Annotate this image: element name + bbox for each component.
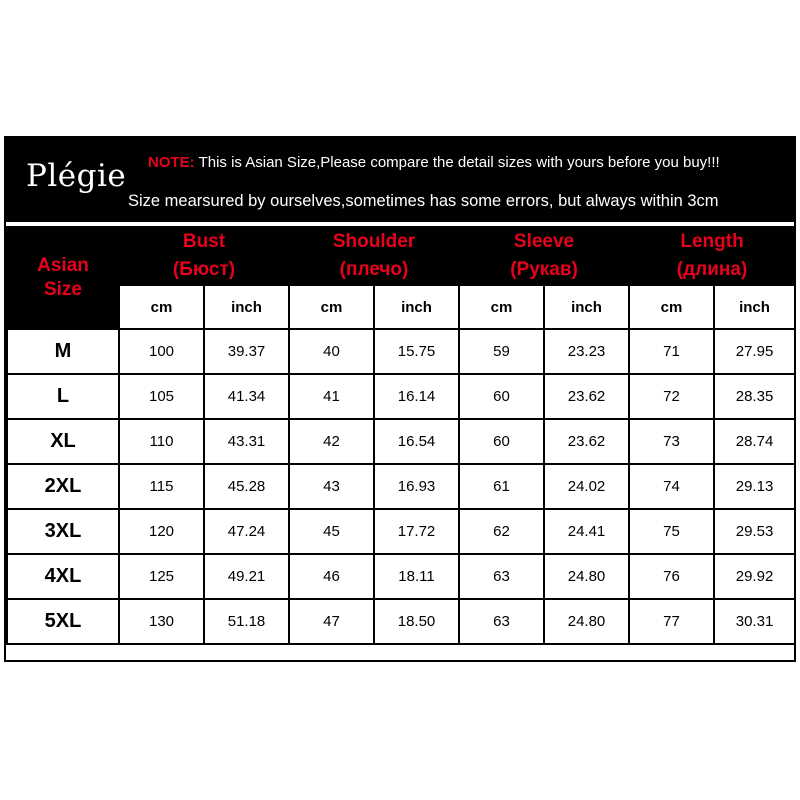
table-cell: 24.80	[544, 599, 629, 644]
group-name-ru: (Рукав)	[510, 259, 578, 280]
table-row	[7, 374, 795, 419]
size-label: 4XL	[7, 554, 119, 599]
table-cell: 45	[289, 509, 374, 554]
group-header-shoulder	[289, 227, 459, 285]
table-cell: 75	[629, 509, 714, 554]
size-note	[148, 154, 720, 171]
table-cell: 51.18	[204, 599, 289, 644]
table-cell: 71	[629, 329, 714, 374]
size-column-header	[7, 227, 119, 329]
table-cell: 24.80	[544, 554, 629, 599]
table-cell: 76	[629, 554, 714, 599]
table-cell: 30.31	[714, 599, 795, 644]
group-name: Bust	[182, 231, 226, 252]
table-cell: 23.62	[544, 374, 629, 419]
table-cell: 43.31	[204, 419, 289, 464]
table-cell: 45.28	[204, 464, 289, 509]
table-cell: 24.02	[544, 464, 629, 509]
table-cell: 47.24	[204, 509, 289, 554]
size-label: M	[7, 329, 119, 374]
size-label: 3XL	[7, 509, 119, 554]
table-cell: 60	[459, 374, 544, 419]
table-cell: 72	[629, 374, 714, 419]
size-label: 2XL	[7, 464, 119, 509]
table-cell: 61	[459, 464, 544, 509]
unit-cm: cm	[119, 285, 204, 329]
table-cell: 42	[289, 419, 374, 464]
table-cell: 125	[119, 554, 204, 599]
table-cell: 77	[629, 599, 714, 644]
table-cell: 27.95	[714, 329, 795, 374]
table-cell: 23.62	[544, 419, 629, 464]
group-name: Length	[680, 231, 744, 252]
table-cell: 100	[119, 329, 204, 374]
unit-cm: cm	[289, 285, 374, 329]
table-row	[7, 329, 795, 374]
table-cell: 41	[289, 374, 374, 419]
table-row	[7, 554, 795, 599]
table-cell: 73	[629, 419, 714, 464]
unit-inch: inch	[544, 285, 629, 329]
group-header-bust	[119, 227, 289, 285]
table-cell: 74	[629, 464, 714, 509]
table-cell: 16.54	[374, 419, 459, 464]
unit-cm: cm	[629, 285, 714, 329]
measurement-note: Size mearsured by ourselves,sometimes has some errors, but always within 3cm	[128, 192, 719, 210]
table-cell: 110	[119, 419, 204, 464]
group-name: Sleeve	[513, 231, 575, 252]
table-cell: 47	[289, 599, 374, 644]
table-row	[7, 599, 795, 644]
table-cell: 62	[459, 509, 544, 554]
size-header-line2: Size	[43, 279, 83, 300]
table-cell: 17.72	[374, 509, 459, 554]
table-cell: 60	[459, 419, 544, 464]
table-cell: 29.53	[714, 509, 795, 554]
table-cell: 29.13	[714, 464, 795, 509]
note-label: NOTE:	[148, 154, 195, 171]
group-header-row	[7, 227, 795, 285]
group-name-ru: (длина)	[676, 259, 748, 280]
table-cell: 46	[289, 554, 374, 599]
size-label: XL	[7, 419, 119, 464]
size-label: 5XL	[7, 599, 119, 644]
table-cell: 16.93	[374, 464, 459, 509]
size-chart	[4, 136, 796, 662]
table-cell: 18.50	[374, 599, 459, 644]
table-cell: 28.35	[714, 374, 795, 419]
table-cell: 63	[459, 554, 544, 599]
group-name-ru: (плечо)	[339, 259, 409, 280]
size-table	[6, 226, 796, 645]
group-header-sleeve	[459, 227, 629, 285]
group-header-length	[629, 227, 795, 285]
table-cell: 41.34	[204, 374, 289, 419]
table-cell: 28.74	[714, 419, 795, 464]
table-row	[7, 419, 795, 464]
table-cell: 24.41	[544, 509, 629, 554]
header-banner	[6, 138, 794, 222]
table-cell: 39.37	[204, 329, 289, 374]
group-name: Shoulder	[332, 231, 416, 252]
table-cell: 59	[459, 329, 544, 374]
unit-inch: inch	[204, 285, 289, 329]
unit-cm: cm	[459, 285, 544, 329]
table-cell: 18.11	[374, 554, 459, 599]
size-header-line1: Asian	[37, 255, 89, 276]
size-table-body	[7, 227, 795, 644]
unit-inch: inch	[714, 285, 795, 329]
table-cell: 49.21	[204, 554, 289, 599]
table-cell: 15.75	[374, 329, 459, 374]
table-row	[7, 464, 795, 509]
size-label: L	[7, 374, 119, 419]
table-cell: 115	[119, 464, 204, 509]
table-cell: 16.14	[374, 374, 459, 419]
table-row	[7, 509, 795, 554]
table-cell: 120	[119, 509, 204, 554]
table-cell: 130	[119, 599, 204, 644]
brand-logo: Plégie	[26, 158, 127, 194]
table-cell: 40	[289, 329, 374, 374]
table-cell: 105	[119, 374, 204, 419]
table-cell: 29.92	[714, 554, 795, 599]
table-cell: 23.23	[544, 329, 629, 374]
table-cell: 43	[289, 464, 374, 509]
note-text: This is Asian Size,Please compare the detail sizes with yours before you buy!!!	[194, 154, 720, 171]
unit-inch: inch	[374, 285, 459, 329]
table-cell: 63	[459, 599, 544, 644]
group-name-ru: (Бюст)	[172, 259, 236, 280]
unit-header-row	[7, 285, 795, 329]
